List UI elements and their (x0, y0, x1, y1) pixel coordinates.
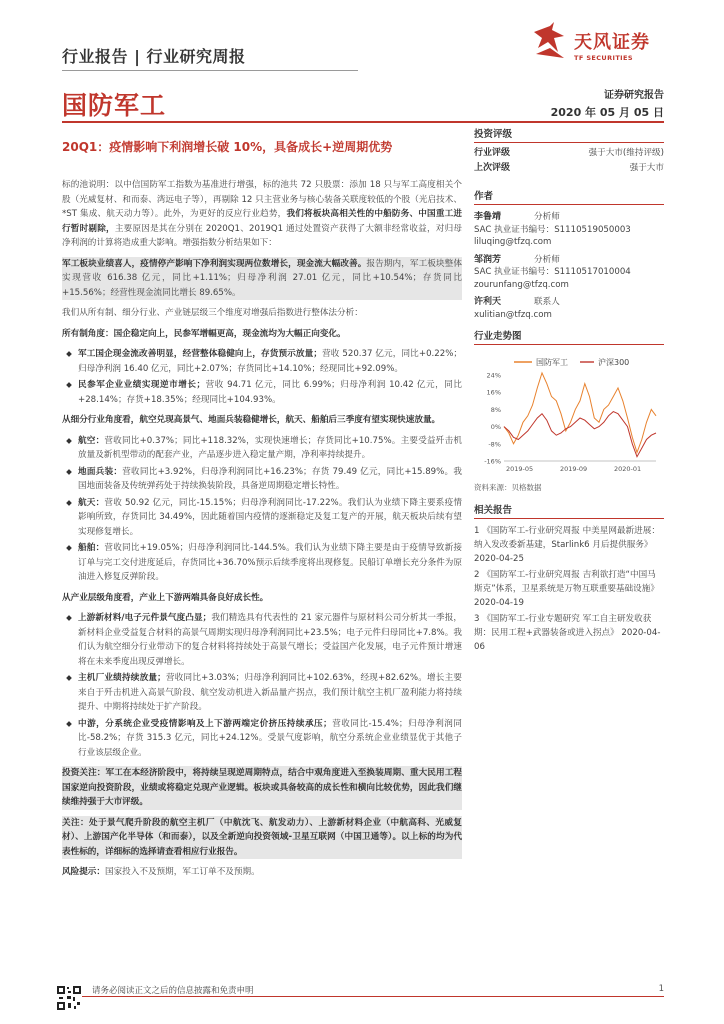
risk-paragraph: 风险提示：国家投入不及预期，军工订单不及预期。 (62, 867, 260, 877)
author-1-email[interactable]: liluqing@tfzq.com (474, 237, 552, 247)
related-block (474, 502, 664, 656)
y-tick-label: 8% (490, 405, 501, 414)
ownership-heading: 所有制角度：国企稳定向上，民参军增幅更高，现金流均为大幅正向变化。 (62, 328, 346, 339)
trend-chart (474, 349, 664, 477)
pool-paragraph: 标的池说明：以中信国防军工指数为基准进行增强，标的池共 72 只股票：添加 18 只与军工高度相关个股（光威复材、和而泰、湾远电子等），再剔除 12 只主营业务与核心装备关联度较低的个股（光启技术、*ST 集成、航天动力等）。此外，为更好的反应行业趋势，我们将板块高相关性的中船防务、中国重工进行暂时剔除，主要原因是其在分别在 2020Q1、2019Q1 通过处置资产获得了大额非经常收益，对归母净利润的计算将造成重大影响。增强指数分析结果如下： (62, 180, 462, 248)
sector-title: 国防军工 (62, 91, 167, 120)
brand-logo (530, 18, 670, 70)
segment-item-ship: 船舶：营收同比+19.05%；归母净利润同比-144.5%。我们认为业绩下降主要是由于疫情导致新接订单与完工交付进度延后，存货同比+36.70%预示后续季度将出现修复。民船订单增长充分条件为原油进入修复反弹阶段。 (62, 541, 462, 585)
y-tick-label: 16% (486, 388, 501, 397)
ownership-item-private: 民参军企业业绩实现逆市增长；营收 94.71 亿元，同比 6.99%；归母净利润 10.42 亿元，同比+28.14%；存货+18.35%；经现同比+104.93%。 (62, 378, 462, 407)
author-2-email[interactable]: zourunfang@tfzq.com (474, 279, 569, 290)
y-tick-label: 0% (490, 423, 501, 432)
page-number: 1 (658, 984, 664, 994)
x-tick-label: 2020-01 (614, 465, 642, 473)
footer-disclaimer: 请务必阅读正文之后的信息披露和免责申明 (92, 986, 254, 996)
x-tick-label: 2019-05 (506, 465, 534, 473)
related-report-3[interactable]: 3 《国防军工-行业专题研究 军工自主研发收获期：民用工程+武器装备或进入拐点》 2020-04-06 (474, 614, 661, 652)
author-block (474, 188, 664, 321)
summary-paragraph: 军工板块业绩喜人，疫情停产影响下净利润实现两位数增长，现金流大幅改善。报告期内，军工板块整体实现营收 616.38 亿元，同比+1.11%；归母净利润 27.01 亿元，同比+10.54%；存货同比+15.56%；经营性现金流同比增长 89.65%。 (62, 257, 462, 301)
report-title: 20Q1：疫情影响下利润增长破 10%，具备成长+逆周期优势 (62, 140, 393, 154)
segment-heading: 从细分行业角度看，航空兑现高景气、地面兵装稳健增长，航天、船舶后三季度有望实现快速放量。 (62, 415, 441, 425)
chain-item-midstream: 中游，分系统企业受疫情影响及上下游两端定价挤压持续承压；营收同比-15.4%；归母净利润同比-58.2%；存货 315.3 亿元，同比+24.12%。受景气度影响，航空分系统企业业绩显优于其他子行业该层级企业。 (62, 717, 462, 761)
legend-label-b: 沪深300 (598, 358, 630, 367)
report-date: 2020 年 05 月 05 日 (550, 106, 664, 119)
report-type: 行业报告 | 行业研究周报 (62, 47, 246, 66)
rating-block (474, 126, 664, 176)
author-2: 邹润芳 分析师 SAC 执业证书编号：S1110517010004 zourunfang@tfzq.com (474, 254, 664, 292)
x-tick-label: 2019-09 (560, 465, 588, 473)
author-3: 许利天 联系人 xulitian@tfzq.com (474, 296, 664, 321)
investment-paragraph: 投资关注：军工在本经济阶段中，将持续呈现逆周期特点，结合中观角度进入至换装周期、重大民用工程国家逆向投资阶段，业绩或将稳定兑现产业逻辑。板块或具备较高的成长性和横向比较优势，因此我们继续维持强于大市评级。 (62, 766, 462, 810)
trend-heading: 行业走势图 (474, 328, 664, 345)
segment-item-ground: 地面兵装：营收同比+3.92%，归母净利润同比+16.23%；存货 79.49 亿元，同比+15.89%。我国地面装备及传统弹药处于持续换装阶段，具备逆周期稳定增长特性。 (62, 465, 462, 494)
author-heading: 作者 (474, 188, 664, 205)
industry-rating-row: 行业评级 强于大市(维持评级) (474, 148, 664, 158)
related-report-1[interactable]: 1 《国防军工-行业研究周报 中美星网最新进展：纳入发改委新基建，Starlink6 月后提供服务》 2020-04-25 (474, 526, 660, 564)
main-body (62, 178, 462, 886)
method-paragraph: 我们从所有制、细分行业、产业链层级三个维度对增强后指数进行整体法分析： (62, 308, 363, 318)
logo-english: TF SECURITIES (574, 54, 633, 62)
logo-text: 天风证券 (574, 32, 650, 53)
legend-label-a: 国防军工 (536, 358, 568, 367)
chart-source: 资料来源：贝格数据 (474, 483, 542, 492)
y-tick-label: -16% (484, 457, 501, 466)
y-tick-label: -8% (488, 440, 501, 449)
segment-item-space: 航天：营收 50.92 亿元，同比-15.15%；归母净利润同比-17.22%。我们认为业绩下降主要系疫情影响所致，存货同比 34.49%，因此随着国内疫情的逐渐稳定及复工复产的开展，航天板块后续有望实现修复增长。 (62, 496, 462, 540)
related-heading: 相关报告 (474, 502, 664, 519)
logo-mark-icon (530, 18, 572, 70)
author-1: 李鲁靖 分析师 SAC 执业证书编号：S1110519050003 liluqing@tfzq.com (474, 211, 664, 249)
previous-rating-row: 上次评级 强于大市 (474, 163, 664, 173)
author-3-email[interactable]: xulitian@tfzq.com (474, 309, 552, 320)
rating-heading: 投资评级 (474, 126, 664, 143)
series-line-csi300 (504, 412, 656, 457)
chain-heading: 从产业层级角度看，产业上下游两端具备良好成长性。 (62, 592, 269, 603)
series-line-defense (504, 373, 656, 453)
ownership-item-soe: 军工国企现金流改善明显，经营整体稳健向上，存货预示放量；营收 520.37 亿元，同比+0.22%；归母净利润 16.40 亿元，同比+2.07%；存货同比+14.10%；经现同比+92.09%。 (62, 347, 462, 376)
segment-item-aviation: 航空：营收同比+0.37%；同比+118.32%，实现快速增长；存货同比+10.75%。主要受益歼击机放量及新机型带动的配套产业，产品逐步进入稳定量产期，净利率持续提升。 (62, 434, 462, 463)
header-divider (62, 70, 358, 71)
related-report-2[interactable]: 2 《国防军工-行业研究周报 吉利欲打造“中国马斯克”体系，卫星系统是万物互联重要基础设施》 2020-04-19 (474, 570, 659, 608)
focus-paragraph: 关注：处于景气爬升阶段的航空主机厂（中航沈飞、航发动力）、上游新材料企业（中航高科、光威复材）、上游国产化半导体（和而泰），以及全新逆向投资领域-卫星互联网（中国卫通等）。以上标的均为代表性标的，详细标的选择请查看相应行业报告。 (62, 816, 462, 860)
y-tick-label: 24% (486, 371, 501, 380)
sector-divider (62, 121, 664, 123)
report-kind: 证券研究报告 (604, 90, 664, 101)
chain-item-upstream: 上游新材料/电子元件景气度凸显；我们精选具有代表性的 21 家元器件与原材料公司分析其一季报，新材料企业受益复合材料的高景气周期实现归母净利润同比+23.5%；电子元件归母同比+7.8%。我们认为航空细分行业带动下的复合材料将持续处于高景气增长；受益国产化发展，电子元件预计增速将在未来季度出现反弹增长。 (62, 611, 462, 669)
qr-code-icon[interactable] (56, 985, 82, 1011)
chain-item-oem: 主机厂业绩持续放量；营收同比+3.03%；归母净利润同比+102.63%，经现+82.62%。增长主要来自于歼击机进入高景气阶段、航空发动机进入新品量产拐点，我们预计航空主机厂盈利能力将持续提升、中期将持续处于扩产阶段。 (62, 671, 462, 715)
footer-divider (62, 996, 664, 997)
trend-block (474, 328, 664, 493)
